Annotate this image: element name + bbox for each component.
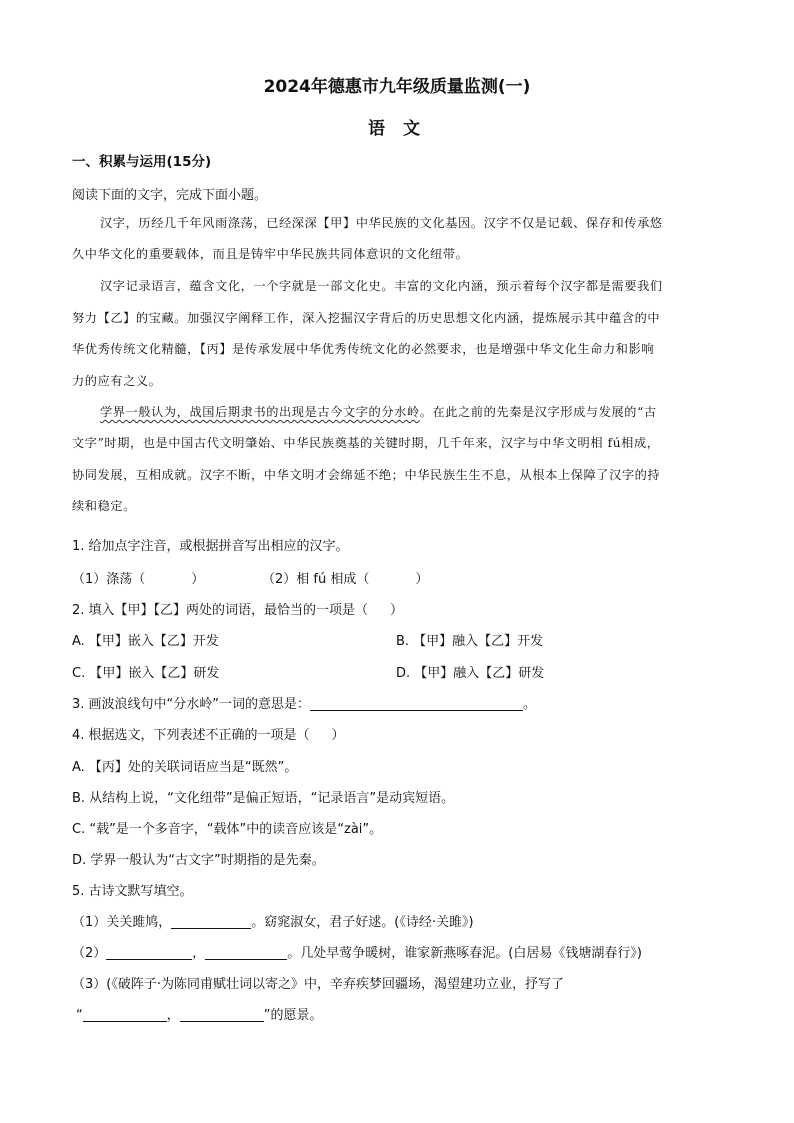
passage-line: 久中华文化的重要载体，而且是铸牢中华民族共同体意识的文化纽带。 <box>72 247 469 261</box>
q4-option-a[interactable]: A. 【丙】处的关联词语应当是“既然”。 <box>72 760 298 775</box>
passage-line: 汉字记录语言，蕴含文化，一个字就是一部文化史。丰富的文化内涵，预示着每个汉字都是需要我们 <box>100 279 663 293</box>
question-2: 2. 填入【甲】【乙】两处的词语，最恰当的一项是（ ） <box>72 603 404 618</box>
q2-option-c[interactable]: C. 【甲】嵌入【乙】研发 <box>72 666 220 681</box>
answer-blank[interactable] <box>171 914 251 929</box>
wavy-underlined-sentence: 学界一般认为，战国后期隶书的出现是古今文字的分水岭 <box>100 405 420 419</box>
question-3: 3. 画波浪线句中“分水岭”一词的意思是： 。 <box>72 697 537 712</box>
passage-line <box>100 403 657 420</box>
q4-option-b[interactable]: B. 从结构上说，“文化纽带”是偏正短语，“记录语言”是动宾短语。 <box>72 791 455 806</box>
q1-part-2: （2）相 fú 相成（ ） <box>262 572 429 587</box>
q5-part-3-blanks: “ ， ”的愿景。 <box>76 1008 323 1023</box>
question-1: 1. 给加点字注音，或根据拼音写出相应的汉字。 <box>72 539 349 554</box>
q4-option-d[interactable]: D. 学界一般认为“古文字”时期指的是先秦。 <box>72 853 325 868</box>
q5-part-2: （2） ， 。几处早莺争暖树，谁家新燕啄春泥。(白居易《钱塘湖春行》) <box>72 946 642 961</box>
passage-line: 续和稳定。 <box>72 499 136 513</box>
q1-part-1: （1）涤荡（ ） <box>72 572 205 587</box>
q2-option-a[interactable]: A. 【甲】嵌入【乙】开发 <box>72 634 219 649</box>
subject-title: 语 文 <box>368 119 426 139</box>
question-5: 5. 古诗文默写填空。 <box>72 884 193 899</box>
passage-line: 汉字，历经几千年风雨涤荡，已经深深【甲】中华民族的文化基因。汉字不仅是记载、保存和传承悠 <box>100 216 663 230</box>
passage-line: 努力【乙】的宝藏。加强汉字阐释工作，深入挖掘汉字背后的历史思想文化内涵，提炼展示其中蕴含的中 <box>72 311 661 325</box>
passage-line: 力的应有之义。 <box>72 374 162 388</box>
answer-blank[interactable] <box>83 1007 167 1022</box>
passage-line: 文字”时期，也是中国古代文明肇始、中华民族奠基的关键时期，几千年来，汉字与中华文明相 fú相成， <box>72 436 660 450</box>
answer-blank[interactable] <box>310 696 523 711</box>
question-4: 4. 根据选文，下列表述不正确的一项是（ ） <box>72 728 345 743</box>
q5-part-1: （1）关关雎鸠， 。窈窕淑女，君子好逑。(《诗经·关雎》) <box>72 915 474 930</box>
q4-option-c[interactable]: C. “载”是一个多音字，“载体”中的读音应该是“zài”。 <box>72 822 383 837</box>
q5-part-3: （3）(《破阵子·为陈同甫赋壮词以寄之》中，辛弃疾梦回疆场，渴望建功立业，抒写了 <box>72 977 564 992</box>
exam-title: 2024年德惠市九年级质量监测(一) <box>263 77 531 97</box>
q2-option-b[interactable]: B. 【甲】融入【乙】开发 <box>396 634 544 649</box>
passage-text: 。在此之前的先秦是汉字形成与发展的“古 <box>419 405 657 419</box>
answer-blank[interactable] <box>180 1007 264 1022</box>
answer-blank[interactable] <box>205 945 287 960</box>
answer-blank[interactable] <box>106 945 192 960</box>
section-heading: 一、积累与运用(15分) <box>72 154 212 170</box>
passage-line: 华优秀传统文化精髓，【丙】是传承发展中华优秀传统文化的必然要求，也是增强中华文化生命力和影响 <box>72 342 655 356</box>
passage-line: 协同发展，互相成就。汉字不断，中华文明才会绵延不绝；中华民族生生不息，从根本上保障了汉字的持 <box>72 468 661 482</box>
instruction: 阅读下面的文字，完成下面小题。 <box>72 188 268 203</box>
q2-option-d[interactable]: D. 【甲】融入【乙】研发 <box>396 666 545 681</box>
